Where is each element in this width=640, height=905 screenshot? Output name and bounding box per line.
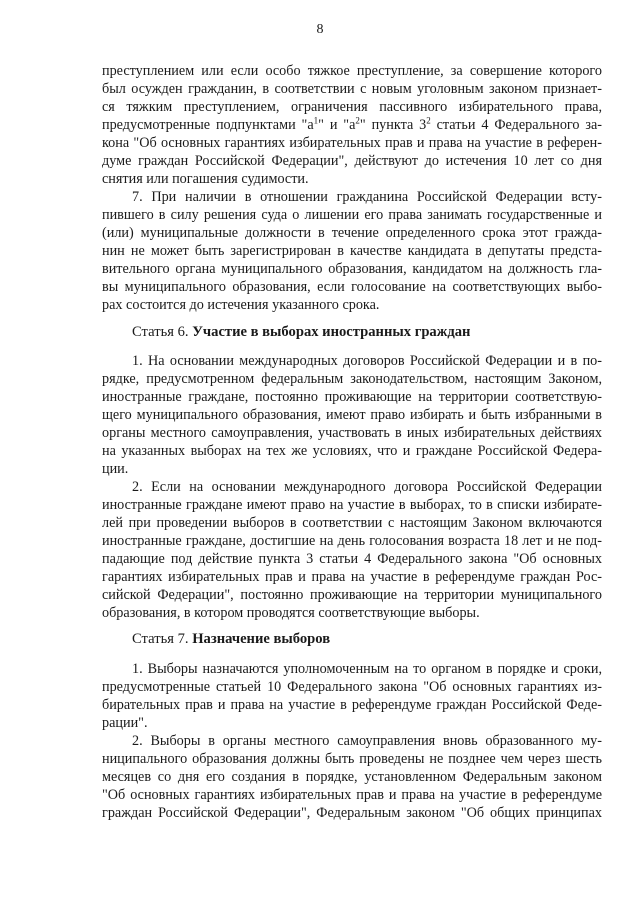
text-line: был осужден гражданин, в соответствии с новым уголовным законом признает- bbox=[102, 81, 602, 97]
text-line: (или) муниципальные должности в течение определенного срока этот гражда- bbox=[102, 225, 602, 241]
text-line: щего муниципального образования, имеют право избирать и быть избранными в bbox=[102, 407, 602, 423]
text-line-superscripts: предусмотренные подпунктами "$а^1$" и "$а^2$" пункта $3^2$ статьи 4 Федерального за- bbox=[102, 115, 602, 133]
article-6-heading bbox=[132, 324, 632, 341]
text-line: лей при проведении выборов в соответствии с настоящим Законом включаются bbox=[102, 515, 602, 531]
text-line: месяцев со дня его создания в порядке, установленном Федеральным законом bbox=[102, 769, 602, 785]
text-line: кона "Об основных гарантиях избирательных прав и права на участие в референ- bbox=[102, 135, 602, 151]
text-line: гарантиях избирательных прав и права на участие в референдуме граждан Рос- bbox=[102, 569, 602, 585]
paragraph-start: 7. При наличии в отношении гражданина Российской Федерации всту- bbox=[132, 189, 602, 205]
text-line: "Об основных гарантиях избирательных прав и права на участие в референдуме bbox=[102, 787, 602, 803]
paragraph-start: 2. Если на основании международного договора Российской Федерации bbox=[132, 479, 602, 495]
text-line: органы местного самоуправления, участвовать в иных избирательных действиях bbox=[102, 425, 602, 441]
text-line: бирательных прав и права на участие в референдуме граждан Российской Феде- bbox=[102, 697, 602, 713]
paragraph-start: 1. На основании международных договоров Российской Федерации и в по- bbox=[132, 353, 602, 369]
text-line: рядке, предусмотренном федеральным законодательством, настоящим Законом, bbox=[102, 371, 602, 387]
text-line: иностранные граждане, достигшие на день голосования возраста 18 лет и не под- bbox=[102, 533, 602, 549]
page-number: 8 bbox=[316, 22, 324, 37]
text-line: граждан Российской Федерации", Федеральным законом "Об общих принципах bbox=[102, 805, 602, 821]
article-7-title: Назначение выборов bbox=[192, 631, 331, 647]
text-line: иностранные граждане имеют право на участие в выборах, то в списки избирате- bbox=[102, 497, 602, 513]
text-line: ции. bbox=[102, 461, 129, 477]
text-line: иностранные граждане, постоянно проживающие на территории соответствую- bbox=[102, 389, 602, 405]
text-line: падающие под действие пункта 3 статьи 4 Федерального закона "Об основных bbox=[102, 551, 602, 567]
text-line: образования, в котором проводятся соответствующие выборы. bbox=[102, 605, 480, 621]
text-line: думе граждан Российской Федерации", действуют до истечения 10 лет со дня bbox=[102, 153, 602, 169]
text-line: сийской Федерации", постоянно проживающие на территории муниципального bbox=[102, 587, 602, 603]
text-line: вительного органа муниципального образования, кандидатом на должность гла- bbox=[102, 261, 602, 277]
text-line: рах состоится до истечения указанного срока. bbox=[102, 297, 380, 313]
text-line: рации". bbox=[102, 715, 148, 731]
text-line: предусмотренные статьей 10 Федерального закона "Об основных гарантиях из- bbox=[102, 679, 602, 695]
article-6-title: Участие в выборах иностранных граждан bbox=[192, 324, 471, 340]
text-line: ниципального образования должны быть проведены не позднее чем через шесть bbox=[102, 751, 602, 767]
article-6-number: Статья 6. bbox=[132, 324, 189, 340]
text-line: нин не может быть зарегистрирован в качестве кандидата в депутаты предста- bbox=[102, 243, 602, 259]
article-7-heading bbox=[132, 631, 632, 648]
text-line: преступлением или если особо тяжкое преступление, за совершение которого bbox=[102, 63, 602, 79]
paragraph-start: 1. Выборы назначаются уполномоченным на то органом в порядке и сроки, bbox=[132, 661, 602, 677]
text-line: вы муниципального образования, если голосование на соответствующих выбо- bbox=[102, 279, 602, 295]
text-line: снятия или погашения судимости. bbox=[102, 171, 309, 187]
article-7-number: Статья 7. bbox=[132, 631, 189, 647]
text-line: пившего в силу решения суда о лишении его права занимать государственные и bbox=[102, 207, 602, 223]
paragraph-start: 2. Выборы в органы местного самоуправления вновь образованного му- bbox=[132, 733, 602, 749]
text-line: на указанных выборах на тех же условиях, что и граждане Российской Федера- bbox=[102, 443, 602, 459]
text-line: ся тяжким преступлением, ограничения пассивного избирательного права, bbox=[102, 99, 602, 115]
